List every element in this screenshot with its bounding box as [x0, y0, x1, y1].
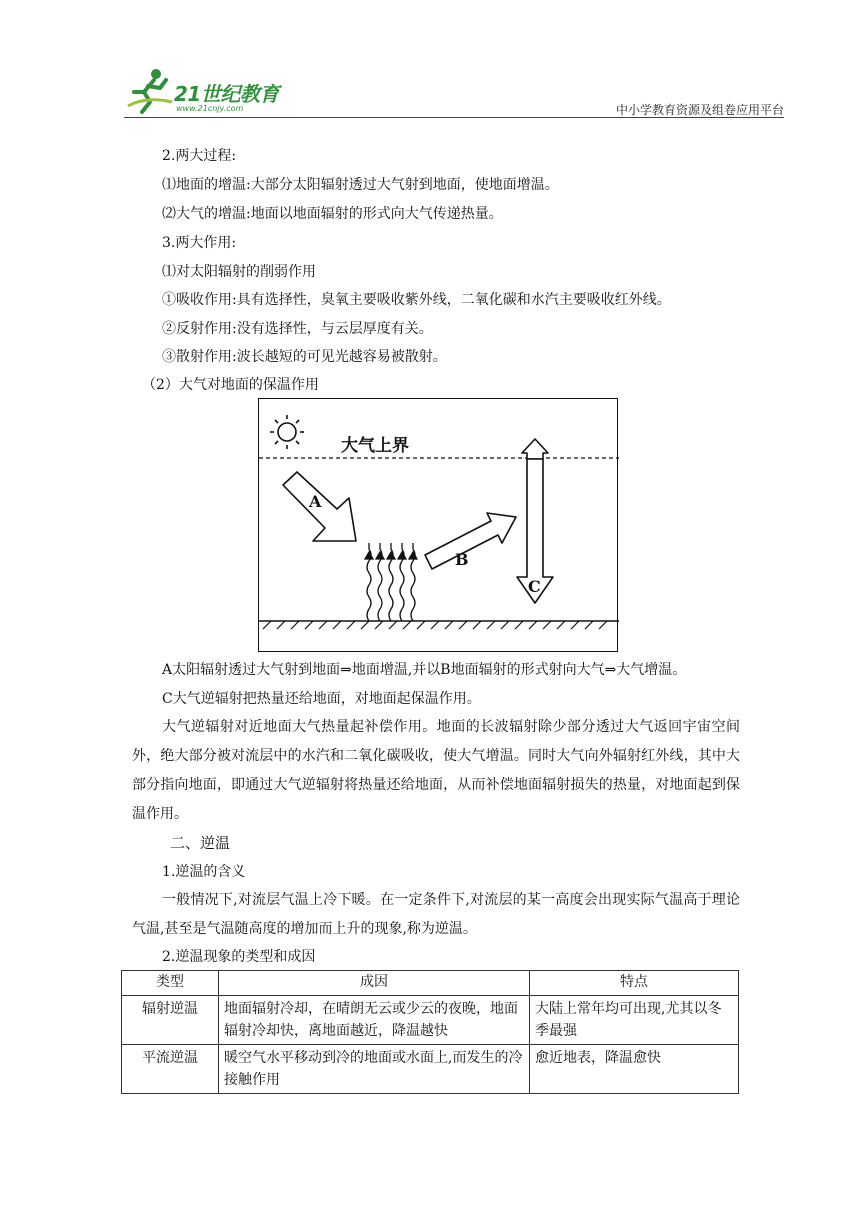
table-cell-cause: 暖空气水平移动到冷的地面或水面上,而发生的冷接触作用 [219, 1045, 530, 1094]
inversion-types-heading: 2.逆温现象的类型和成因 [162, 949, 316, 965]
table-header-row [122, 971, 739, 996]
page-header [0, 0, 860, 120]
arrow-a-label: A [309, 492, 322, 511]
greenhouse-diagram [258, 398, 618, 652]
table-cell-cause: 地面辐射冷却，在晴朗无云或少云的夜晚，地面辐射冷却快，离地面越近，降温越快 [219, 996, 530, 1045]
absorption-text: ①吸收作用:具有选择性，臭氧主要吸收紫外线，二氧化碳和水汽主要吸收红外线。 [162, 292, 671, 308]
diagram-caption-c: C大气逆辐射把热量还给地面，对地面起保温作用。 [162, 691, 481, 707]
header-divider [124, 117, 784, 118]
heading-two-effects: 3.两大作用: [162, 235, 237, 251]
process-ground-warming: ⑴地面的增温:大部分太阳辐射透过大气射到地面，使地面增温。 [162, 177, 559, 193]
logo-url: www.21cnjy.com [176, 104, 244, 113]
reflection-text: ②反射作用:没有选择性，与云层厚度有关。 [162, 321, 433, 337]
table-header-cell: 类型 [122, 971, 219, 996]
ground-hatching [263, 621, 607, 629]
logo-text: 21世纪教育 [174, 82, 279, 106]
arrow-c-up-head [522, 439, 548, 459]
table-header-cell: 成因 [219, 971, 530, 996]
section-heading-inversion: 二、逆温 [170, 834, 231, 852]
counter-radiation-paragraph: 大气逆辐射对近地面大气热量起补偿作用。地面的长波辐射除少部分透过大气返回宇宙空间外，绝大部分被对流层中的水汽和二氧化碳吸收，使大气增温。同时大气向外辐射红外线，其中大部分指向地面，即通过大气逆辐射将热量还给地面，从而补偿地面辐射损失的热量，对地面起到保温作用。 [132, 719, 740, 822]
effect-weakening: ⑴对太阳辐射的削弱作用 [162, 264, 316, 280]
ground-radiation-waves [365, 543, 417, 621]
scattering-text: ③散射作用:波长越短的可见光越容易被散射。 [162, 349, 447, 365]
inversion-definition-paragraph: 一般情况下,对流层气温上冷下暖。在一定条件下,对流层的某一高度会出现实际气温高于理论气温,甚至是气温随高度的增加而上升的现象,称为逆温。 [132, 892, 740, 937]
diagram-caption-ab: A太阳辐射透过大气射到地面⇒地面增温,并以B地面辐射的形式射向大气⇒大气增温。 [162, 662, 687, 678]
atmosphere-top-label: 大气上界 [341, 436, 409, 456]
process-atmosphere-warming: ⑵大气的增温:地面以地面辐射的形式向大气传递热量。 [162, 206, 503, 222]
inversion-definition-heading: 1.逆温的含义 [162, 864, 246, 880]
table-row [122, 996, 739, 1045]
table-cell-type: 平流逆温 [122, 1045, 219, 1094]
arrow-c-label: C [528, 577, 541, 596]
sun-icon [270, 415, 304, 449]
heading-two-processes: 2.两大过程: [162, 148, 237, 164]
site-slogan: 中小学教育资源及组卷应用平台 [615, 103, 784, 117]
arrow-b-ground-radiation [425, 513, 516, 569]
logo[interactable] [126, 66, 296, 122]
inversion-types-table [121, 970, 739, 1094]
table-row [122, 1045, 739, 1094]
arrow-b-label: B [455, 550, 469, 569]
effect-insulation: （2）大气对地面的保温作用 [142, 377, 319, 393]
runner-logo-icon [126, 66, 174, 116]
table-cell-feature: 愈近地表，降温愈快 [530, 1045, 739, 1094]
table-cell-feature: 大陆上常年均可出现,尤其以冬季最强 [530, 996, 739, 1045]
table-header-cell: 特点 [530, 971, 739, 996]
table-cell-type: 辐射逆温 [122, 996, 219, 1045]
